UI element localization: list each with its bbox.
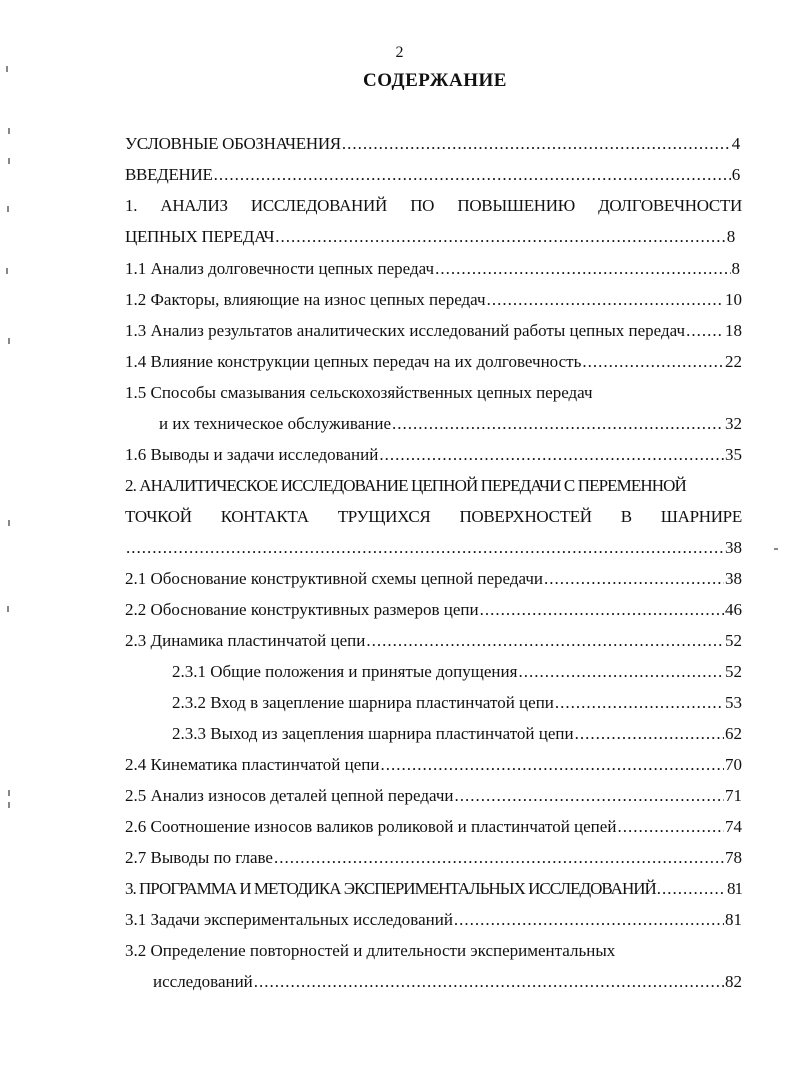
toc-entry-page: 82 bbox=[725, 972, 742, 991]
dot-leader bbox=[686, 318, 724, 344]
dot-leader bbox=[544, 566, 724, 592]
toc-entry-title: 3. ПРОГРАММА И МЕТОДИКА ЭКСПЕРИМЕНТАЛЬНЫХ ИССЛЕДОВАНИЙ bbox=[125, 879, 656, 898]
scan-mark bbox=[8, 520, 10, 526]
toc-entry-title: 2.5 Анализ износов деталей цепной передачи bbox=[125, 786, 454, 805]
scan-mark bbox=[8, 338, 10, 344]
dot-leader bbox=[126, 535, 724, 561]
toc-entry-title: 2.2 Обоснование конструктивных размеров цепи bbox=[125, 600, 479, 619]
toc-entry-title: 1.3 Анализ результатов аналитических исследований работы цепных передач bbox=[125, 321, 686, 340]
dot-leader bbox=[379, 442, 724, 468]
toc-chapter-heading[interactable] bbox=[125, 504, 742, 530]
toc-entry-line[interactable]: 1.5 Способы смазывания сельскохозяйственных цепных передач bbox=[125, 383, 593, 402]
scan-mark bbox=[8, 158, 10, 164]
heading-word: АНАЛИЗ bbox=[160, 196, 228, 215]
heading-word: ПОВЕРХНОСТЕЙ bbox=[459, 507, 592, 526]
toc-entry-title: 1.4 Влияние конструкции цепных передач на их долговечность bbox=[125, 352, 582, 371]
toc-entry-page: 52 bbox=[725, 631, 742, 650]
heading-word: 1. bbox=[125, 196, 138, 215]
dot-leader bbox=[274, 845, 724, 871]
toc-entry-page: 81 bbox=[727, 879, 742, 898]
toc-entry-page: 32 bbox=[725, 414, 742, 433]
toc-entry-page: 6 bbox=[731, 165, 740, 184]
scan-mark bbox=[8, 790, 10, 796]
toc-entry[interactable] bbox=[125, 814, 742, 840]
toc-entry[interactable] bbox=[125, 535, 742, 561]
scan-mark bbox=[6, 66, 8, 72]
toc-entry-title: 2.3.1 Общие положения и принятые допущения bbox=[172, 662, 518, 681]
scan-mark bbox=[8, 802, 10, 808]
toc-entry[interactable] bbox=[125, 224, 735, 250]
toc-chapter-heading[interactable] bbox=[125, 193, 742, 219]
toc-entry-title: 2.4 Кинематика пластинчатой цепи bbox=[125, 755, 380, 774]
dot-leader bbox=[582, 349, 724, 375]
dot-leader bbox=[366, 628, 724, 654]
dot-leader bbox=[381, 752, 725, 778]
toc-entry-title: УСЛОВНЫЕ ОБОЗНАЧЕНИЯ bbox=[125, 134, 341, 153]
toc-entry-page: 38 bbox=[725, 538, 742, 557]
heading-word: ТОЧКОЙ bbox=[125, 507, 192, 526]
toc-entry-page: 78 bbox=[725, 848, 742, 867]
toc-entry-page: 70 bbox=[725, 755, 742, 774]
heading-word: ПО bbox=[410, 196, 435, 215]
toc-entry-page: 22 bbox=[725, 352, 742, 371]
heading-word: ДОЛГОВЕЧНОСТИ bbox=[598, 196, 742, 215]
toc-entry[interactable] bbox=[172, 721, 742, 747]
toc-entry[interactable] bbox=[125, 907, 742, 933]
toc-entry-page: 74 bbox=[725, 817, 742, 836]
dot-leader bbox=[214, 162, 731, 188]
toc-entry[interactable] bbox=[125, 845, 742, 871]
toc-entry-title: 2.3 Динамика пластинчатой цепи bbox=[125, 631, 366, 650]
dot-leader bbox=[275, 224, 726, 250]
toc-entry-title: 1.6 Выводы и задачи исследований bbox=[125, 445, 379, 464]
toc-entry-title: 2.7 Выводы по главе bbox=[125, 848, 273, 867]
dot-leader bbox=[455, 783, 725, 809]
toc-entry-page: 46 bbox=[725, 600, 742, 619]
toc-entry-title: 1.1 Анализ долговечности цепных передач bbox=[125, 259, 435, 278]
page-number: 2 bbox=[395, 44, 404, 61]
scan-mark bbox=[6, 268, 8, 274]
toc-entry-title: и их техническое обслуживание bbox=[159, 414, 391, 433]
toc-entry[interactable] bbox=[125, 597, 742, 623]
toc-entry-page: 18 bbox=[725, 321, 742, 340]
dot-leader bbox=[454, 907, 724, 933]
toc-entry-page: 62 bbox=[725, 724, 742, 743]
dot-leader bbox=[480, 597, 724, 623]
scan-mark bbox=[7, 206, 9, 212]
toc-entry-title: 2.3.3 Выход из зацепления шарнира пластинчатой цепи bbox=[172, 724, 574, 743]
toc-entry-title: ВВЕДЕНИЕ bbox=[125, 165, 213, 184]
toc-entry-page: 52 bbox=[725, 662, 742, 681]
toc-entry[interactable] bbox=[125, 783, 742, 809]
toc-entry[interactable] bbox=[125, 287, 742, 313]
toc-chapter-heading[interactable]: 2. АНАЛИТИЧЕСКОЕ ИССЛЕДОВАНИЕ ЦЕПНОЙ ПЕРЕДАЧИ С ПЕРЕМЕННОЙ bbox=[125, 476, 686, 495]
toc-entry[interactable] bbox=[153, 969, 742, 995]
scan-mark bbox=[774, 548, 778, 550]
dot-leader bbox=[657, 876, 726, 902]
dot-leader bbox=[487, 287, 724, 313]
toc-entry[interactable] bbox=[125, 442, 742, 468]
toc-entry-title: 1.2 Факторы, влияющие на износ цепных передач bbox=[125, 290, 486, 309]
toc-entry-title: 2.6 Соотношение износов валиков роликовой и пластинчатой цепей bbox=[125, 817, 617, 836]
toc-entry[interactable] bbox=[172, 690, 742, 716]
toc-entry[interactable] bbox=[125, 162, 740, 188]
toc-entry-title: исследований bbox=[153, 972, 253, 991]
toc-entry-page: 53 bbox=[725, 693, 742, 712]
toc-entry-page: 8 bbox=[731, 259, 740, 278]
toc-entry[interactable] bbox=[125, 628, 742, 654]
scan-mark bbox=[7, 606, 9, 612]
toc-entry[interactable] bbox=[125, 876, 742, 902]
dot-leader bbox=[617, 814, 724, 840]
dot-leader bbox=[342, 131, 731, 157]
page-title: СОДЕРЖАНИЕ bbox=[363, 70, 507, 91]
toc-entry[interactable] bbox=[159, 411, 742, 437]
scan-mark bbox=[8, 128, 10, 134]
toc-entry-line[interactable]: 3.2 Определение повторностей и длительности экспериментальных bbox=[125, 941, 616, 960]
dot-leader bbox=[254, 969, 724, 995]
toc-entry[interactable] bbox=[125, 566, 742, 592]
toc-entry[interactable] bbox=[125, 349, 742, 375]
toc-entry[interactable] bbox=[125, 318, 742, 344]
toc-entry-page: 71 bbox=[725, 786, 742, 805]
toc-entry-page: 38 bbox=[725, 569, 742, 588]
toc-entry-title: 2.3.2 Вход в зацепление шарнира пластинчатой цепи bbox=[172, 693, 554, 712]
dot-leader bbox=[518, 659, 724, 685]
toc-entry-page: 81 bbox=[725, 910, 742, 929]
heading-word: ШАРНИРЕ bbox=[660, 507, 742, 526]
dot-leader bbox=[435, 256, 730, 282]
toc-entry-title: 3.1 Задачи экспериментальных исследований bbox=[125, 910, 453, 929]
heading-word: ИССЛЕДОВАНИЙ bbox=[250, 196, 387, 215]
heading-word: КОНТАКТА bbox=[220, 507, 309, 526]
toc-entry-page: 8 bbox=[726, 227, 735, 246]
toc-entry-title: ЦЕПНЫХ ПЕРЕДАЧ bbox=[125, 227, 275, 246]
toc-entry-page: 10 bbox=[725, 290, 742, 309]
dot-leader bbox=[575, 721, 724, 747]
heading-word: В bbox=[620, 507, 632, 526]
toc-entry-title: 2.1 Обоснование конструктивной схемы цепной передачи bbox=[125, 569, 544, 588]
dot-leader bbox=[555, 690, 724, 716]
heading-word: ПОВЫШЕНИЮ bbox=[457, 196, 575, 215]
toc-entry-page: 4 bbox=[731, 134, 740, 153]
toc-entry-page: 35 bbox=[725, 445, 742, 464]
toc-entry[interactable] bbox=[125, 131, 740, 157]
toc-entry[interactable] bbox=[125, 256, 740, 282]
toc-entry[interactable] bbox=[172, 659, 742, 685]
dot-leader bbox=[392, 411, 724, 437]
heading-word: ТРУЩИХСЯ bbox=[337, 507, 431, 526]
toc-entry[interactable] bbox=[125, 752, 742, 778]
